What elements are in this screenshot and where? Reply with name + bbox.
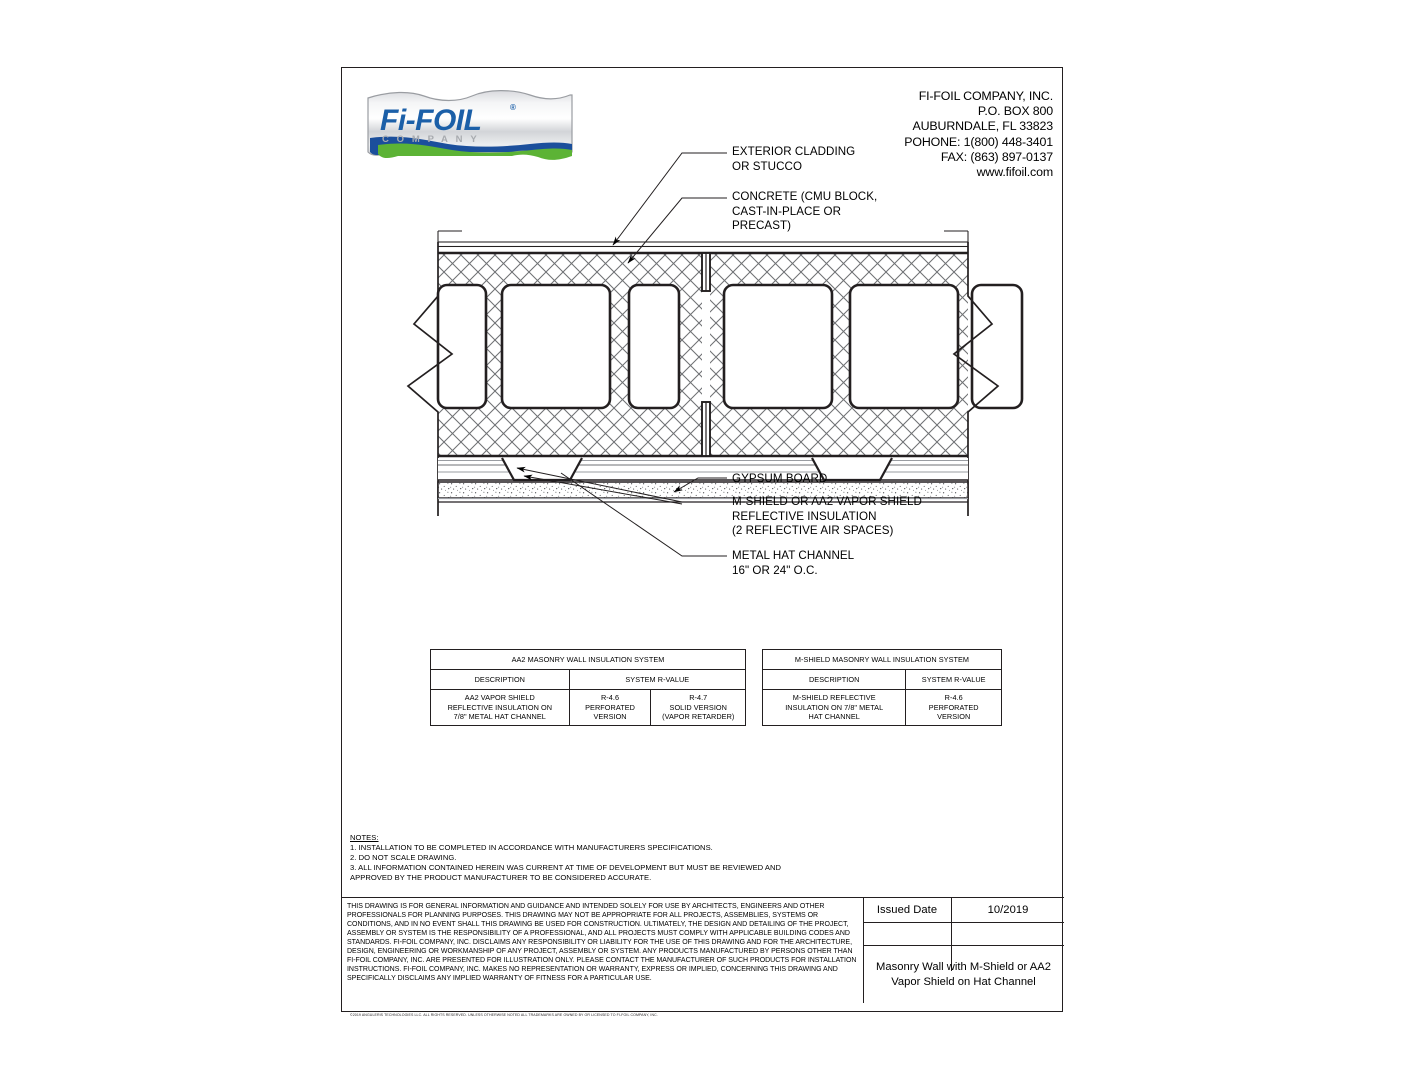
mshield-rvalue-table <box>762 649 1002 726</box>
table-row <box>763 690 1002 726</box>
aa2-value-2-cell: R-4.7 SOLID VERSION (VAPOR RETARDER) <box>651 690 746 726</box>
mshield-col-rvalue: SYSTEM R-VALUE <box>906 670 1002 690</box>
aa2-col-rvalue: SYSTEM R-VALUE <box>569 670 745 690</box>
note-line-4: APPROVED BY THE PRODUCT MANUFACTURER TO BE CONSIDERED ACCURATE. <box>350 872 652 882</box>
blank-label <box>863 923 951 945</box>
cmu-block-layer <box>438 253 1022 456</box>
company-city-state-zip: AUBURNDALE, FL 33823 <box>912 119 1053 134</box>
drawing-title-row <box>863 946 1064 1003</box>
mshield-table-title: M-SHIELD MASONRY WALL INSULATION SYSTEM <box>763 650 1002 670</box>
exterior-cladding-layer <box>438 242 968 253</box>
table-row <box>431 690 746 726</box>
company-fax: FAX: (863) 897-0137 <box>940 149 1053 164</box>
note-line-2: 2. DO NOT SCALE DRAWING. <box>350 852 457 862</box>
table-row <box>763 650 1002 670</box>
aa2-rvalue-table <box>430 649 746 726</box>
callout-concrete: CONCRETE (CMU BLOCK, CAST-IN-PLACE OR PRECAST) <box>732 190 878 233</box>
insulation-and-hat-channel-layer <box>438 458 968 480</box>
table-row <box>431 670 746 690</box>
issued-date-value: 10/2019 <box>987 904 1029 916</box>
title-block-right <box>863 898 1064 1003</box>
callout-exterior-cladding: EXTERIOR CLADDING OR STUCCO <box>732 145 856 173</box>
aa2-value-1-cell: R-4.6 PERFORATED VERSION <box>569 690 651 726</box>
blank-row <box>863 923 1064 946</box>
logo-registered-mark: ® <box>510 103 516 112</box>
table-row <box>431 650 746 670</box>
company-po-box: P.O. BOX 800 <box>977 104 1053 119</box>
drawing-sheet <box>341 67 1063 1017</box>
logo-company-subtitle: COMPANY <box>382 134 485 145</box>
callout-gypsum-board: GYPSUM BOARD <box>732 472 828 485</box>
copyright-notice: ©2019 ANGULERIS TECHNOLOGIES LLC. ALL RIGHTS RESERVED. UNLESS OTHERWISE NOTED ALL TRADEMARKS ARE OWNED BY OR LICENSED TO FI-FOIL COMPANY, INC. <box>350 1013 658 1017</box>
mshield-col-description: DESCRIPTION <box>763 670 906 690</box>
issued-date-label: Issued Date <box>876 904 938 916</box>
company-website: www.fifoil.com <box>976 165 1053 180</box>
table-row <box>763 670 1002 690</box>
title-block <box>342 897 1064 1002</box>
note-line-3: 3. ALL INFORMATION CONTAINED HEREIN WAS CURRENT AT TIME OF DEVELOPMENT BUT MUST BE REVIEWED AND <box>350 862 782 872</box>
notes-block <box>350 833 781 883</box>
aa2-table-title: AA2 MASONRY WALL INSULATION SYSTEM <box>431 650 746 670</box>
logo-wordmark: Fi-FOIL <box>380 104 482 137</box>
aa2-description-cell: AA2 VAPOR SHIELD REFLECTIVE INSULATION ON 7/8" METAL HAT CHANNEL <box>431 690 570 726</box>
callout-metal-hat-channel: METAL HAT CHANNEL 16" OR 24" O.C. <box>732 549 855 577</box>
leader-exterior-cladding <box>613 153 727 245</box>
callout-m-shield: M-SHIELD OR AA2 VAPOR SHIELD REFLECTIVE INSULATION (2 REFLECTIVE AIR SPACES) <box>732 495 922 538</box>
mshield-description-cell: M-SHIELD REFLECTIVE INSULATION ON 7/8" METAL HAT CHANNEL <box>763 690 906 726</box>
company-name: FI-FOIL COMPANY, INC. <box>918 89 1053 103</box>
hat-channel-left <box>502 458 582 480</box>
aa2-col-description: DESCRIPTION <box>431 670 570 690</box>
notes-heading: NOTES: <box>350 833 379 842</box>
legal-disclaimer: THIS DRAWING IS FOR GENERAL INFORMATION AND GUIDANCE AND INTENDED SOLELY FOR USE BY ARCHITECTS, ENGINEERS AND OTHER PROFESSIONALS FOR PLANNING PURPOSES. THIS DRAWING MAY NOT BE APPROPRIATE FOR ALL PROJECTS, ASSEMBLIES, SYSTEMS OR CONDITIONS, AND IN NO EVENT SHALL THIS DRAWING BE USED FOR CONSTRUCTION. ULTIMATELY, THE DESIGN AND DETAILING OF THE PROJECT, ASSEMBLY OR SYSTEM IS THE RESPONSIBILITY OF A PROFESSIONAL, AND ALL PROJECTS MUST COMPLY WITH APPLICABLE BUILDING CODES AND STANDARDS. FI-FOIL COMPANY, INC. DISCLAIMS ANY RESPONSIBILITY OR LIABILITY FOR THE USE OF THIS DRAWING AND FOR THE ARCHITECTURE, DESIGN, ENGINEERING OR WORKMANSHIP OF ANY PROJECT, ASSEMBLY OR SYSTEM. ANY PRODUCTS MANUFACTURED BY PERSONS OTHER THAN FI-FOIL COMPANY, INC. ARE PRESENTED FOR ILLUSTRATION ONLY. PLEASE CONTACT THE MANUFACTURER OF SUCH PRODUCTS FOR INSTALLATION INSTRUCTIONS. FI-FOIL COMPANY, INC. MAKES NO REPRESENTATION OR WARRANTY, EXPRESS OR IMPLIED, CONCERNING THIS DRAWING AND SPECIFICALLY DISCLAIMS ANY IMPLIED WARRANTY OF FITNESS FOR A PARTICULAR USE. <box>347 903 857 983</box>
issued-date-row <box>863 898 1064 923</box>
company-phone: POHONE: 1(800) 448-3401 <box>904 134 1053 149</box>
blank-value <box>952 923 1064 945</box>
drawing-title: Masonry Wall with M-Shield or AA2 Vapor Shield on Hat Channel <box>876 961 1051 988</box>
mshield-value-1-cell: R-4.6 PERFORATED VERSION <box>906 690 1002 726</box>
note-line-1: 1. INSTALLATION TO BE COMPLETED IN ACCORDANCE WITH MANUFACTURERS SPECIFICATIONS. <box>350 842 713 852</box>
